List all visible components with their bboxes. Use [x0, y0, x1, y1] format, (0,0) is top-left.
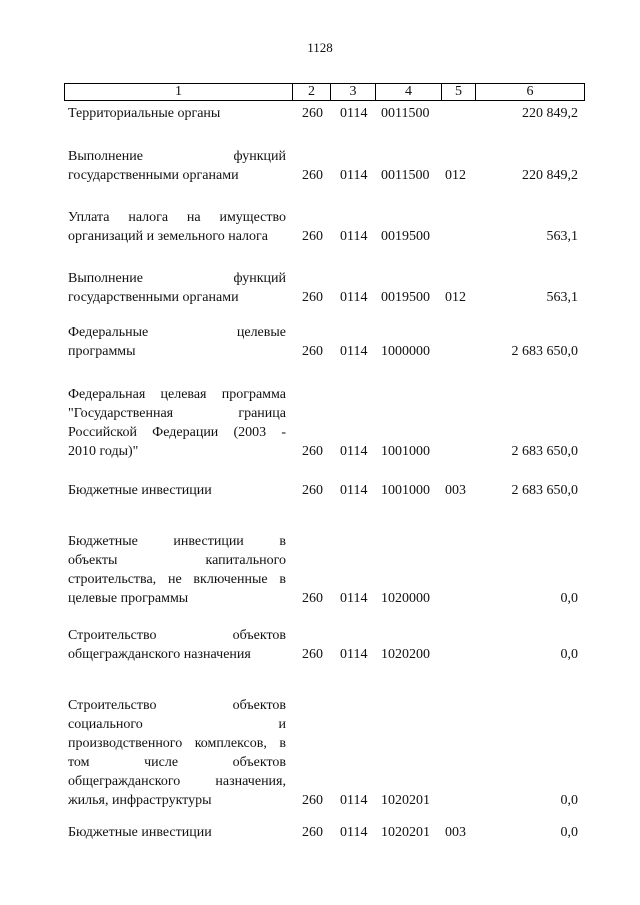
description-line: производственного комплексов, в	[68, 736, 286, 751]
col-3-value: 0114	[340, 229, 368, 244]
description-line: организаций и земельного налога	[68, 229, 268, 244]
col-3-value: 0114	[340, 793, 368, 808]
col-4-value: 1000000	[381, 344, 430, 359]
col-6-value: 0,0	[560, 647, 578, 662]
header-col-1: 1	[65, 84, 293, 100]
description-line: государственными органами	[68, 290, 239, 305]
col-6-value: 220 849,2	[522, 106, 578, 121]
col-4-value: 1001000	[381, 483, 430, 498]
col-2-value: 260	[302, 344, 323, 359]
col-3-value: 0114	[340, 647, 368, 662]
col-4-value: 1020201	[381, 825, 430, 840]
col-5-value: 003	[445, 825, 466, 840]
col-5-value: 003	[445, 483, 466, 498]
col-2-value: 260	[302, 106, 323, 121]
description-line: Территориальные органы	[68, 106, 221, 121]
col-5-value: 012	[445, 168, 466, 183]
row-description	[68, 104, 286, 123]
col-3-value: 0114	[340, 344, 368, 359]
col-4-value: 1020200	[381, 647, 430, 662]
col-2-value: 260	[302, 825, 323, 840]
description-line: социального и	[68, 717, 286, 732]
description-line: Бюджетные инвестиции в	[68, 534, 286, 549]
col-6-value: 0,0	[560, 793, 578, 808]
col-4-value: 1001000	[381, 444, 430, 459]
description-line: Выполнение функций	[68, 271, 286, 286]
col-4-value: 0019500	[381, 229, 430, 244]
col-4-value: 0019500	[381, 290, 430, 305]
description-line: Строительство объектов	[68, 628, 286, 643]
description-line: программы	[68, 344, 136, 359]
row-description	[68, 208, 286, 246]
description-line: общегражданского назначения,	[68, 774, 286, 789]
col-2-value: 260	[302, 483, 323, 498]
col-3-value: 0114	[340, 591, 368, 606]
header-col-2: 2	[293, 84, 331, 100]
description-line: Уплата налога на имущество	[68, 210, 286, 225]
header-col-4: 4	[376, 84, 442, 100]
col-4-value: 1020000	[381, 591, 430, 606]
col-2-value: 260	[302, 591, 323, 606]
description-line: целевые программы	[68, 591, 189, 606]
col-4-value: 0011500	[381, 168, 430, 183]
page-number: 1128	[307, 40, 333, 55]
col-6-value: 0,0	[560, 825, 578, 840]
col-3-value: 0114	[340, 825, 368, 840]
col-6-value: 2 683 650,0	[511, 344, 578, 359]
col-3-value: 0114	[340, 290, 368, 305]
row-description	[68, 823, 286, 842]
description-line: объекты капитального	[68, 553, 286, 568]
col-2-value: 260	[302, 647, 323, 662]
col-2-value: 260	[302, 793, 323, 808]
col-3-value: 0114	[340, 444, 368, 459]
header-col-6: 6	[526, 84, 534, 99]
header-col-3: 3	[331, 84, 376, 100]
description-line: Выполнение функций	[68, 149, 286, 164]
col-2-value: 260	[302, 444, 323, 459]
row-description	[68, 147, 286, 185]
description-line: государственными органами	[68, 168, 239, 183]
col-6-value: 563,1	[546, 229, 578, 244]
col-4-value: 0011500	[381, 106, 430, 121]
col-6-value: 2 683 650,0	[511, 444, 578, 459]
description-line: 2010 годы)"	[68, 444, 139, 459]
row-description	[68, 269, 286, 307]
col-3-value: 0114	[340, 106, 368, 121]
header-col-5: 5	[442, 84, 476, 100]
row-description	[68, 323, 286, 361]
col-2-value: 260	[302, 290, 323, 305]
col-2-value: 260	[302, 168, 323, 183]
row-description	[68, 696, 286, 810]
table-header	[64, 83, 585, 101]
description-line: Федеральные целевые	[68, 325, 286, 340]
description-line: Бюджетные инвестиции	[68, 825, 212, 840]
row-description	[68, 481, 286, 500]
description-line: жилья, инфраструктуры	[68, 793, 212, 808]
col-3-value: 0114	[340, 168, 368, 183]
col-5-value: 012	[445, 290, 466, 305]
row-description	[68, 532, 286, 608]
description-line: строительства, не включенные в	[68, 572, 286, 587]
description-line: "Государственная граница	[68, 406, 286, 421]
description-line: том числе объектов	[68, 755, 286, 770]
description-line: Строительство объектов	[68, 698, 286, 713]
col-6-value: 0,0	[560, 591, 578, 606]
col-6-value: 2 683 650,0	[511, 483, 578, 498]
col-3-value: 0114	[340, 483, 368, 498]
col-6-value: 563,1	[546, 290, 578, 305]
row-description	[68, 385, 286, 461]
description-line: Бюджетные инвестиции	[68, 483, 212, 498]
col-6-value: 220 849,2	[522, 168, 578, 183]
description-line: общегражданского назначения	[68, 647, 251, 662]
description-line: Российской Федерации (2003 -	[68, 425, 286, 440]
col-2-value: 260	[302, 229, 323, 244]
description-line: Федеральная целевая программа	[68, 387, 286, 402]
col-4-value: 1020201	[381, 793, 430, 808]
row-description	[68, 626, 286, 664]
